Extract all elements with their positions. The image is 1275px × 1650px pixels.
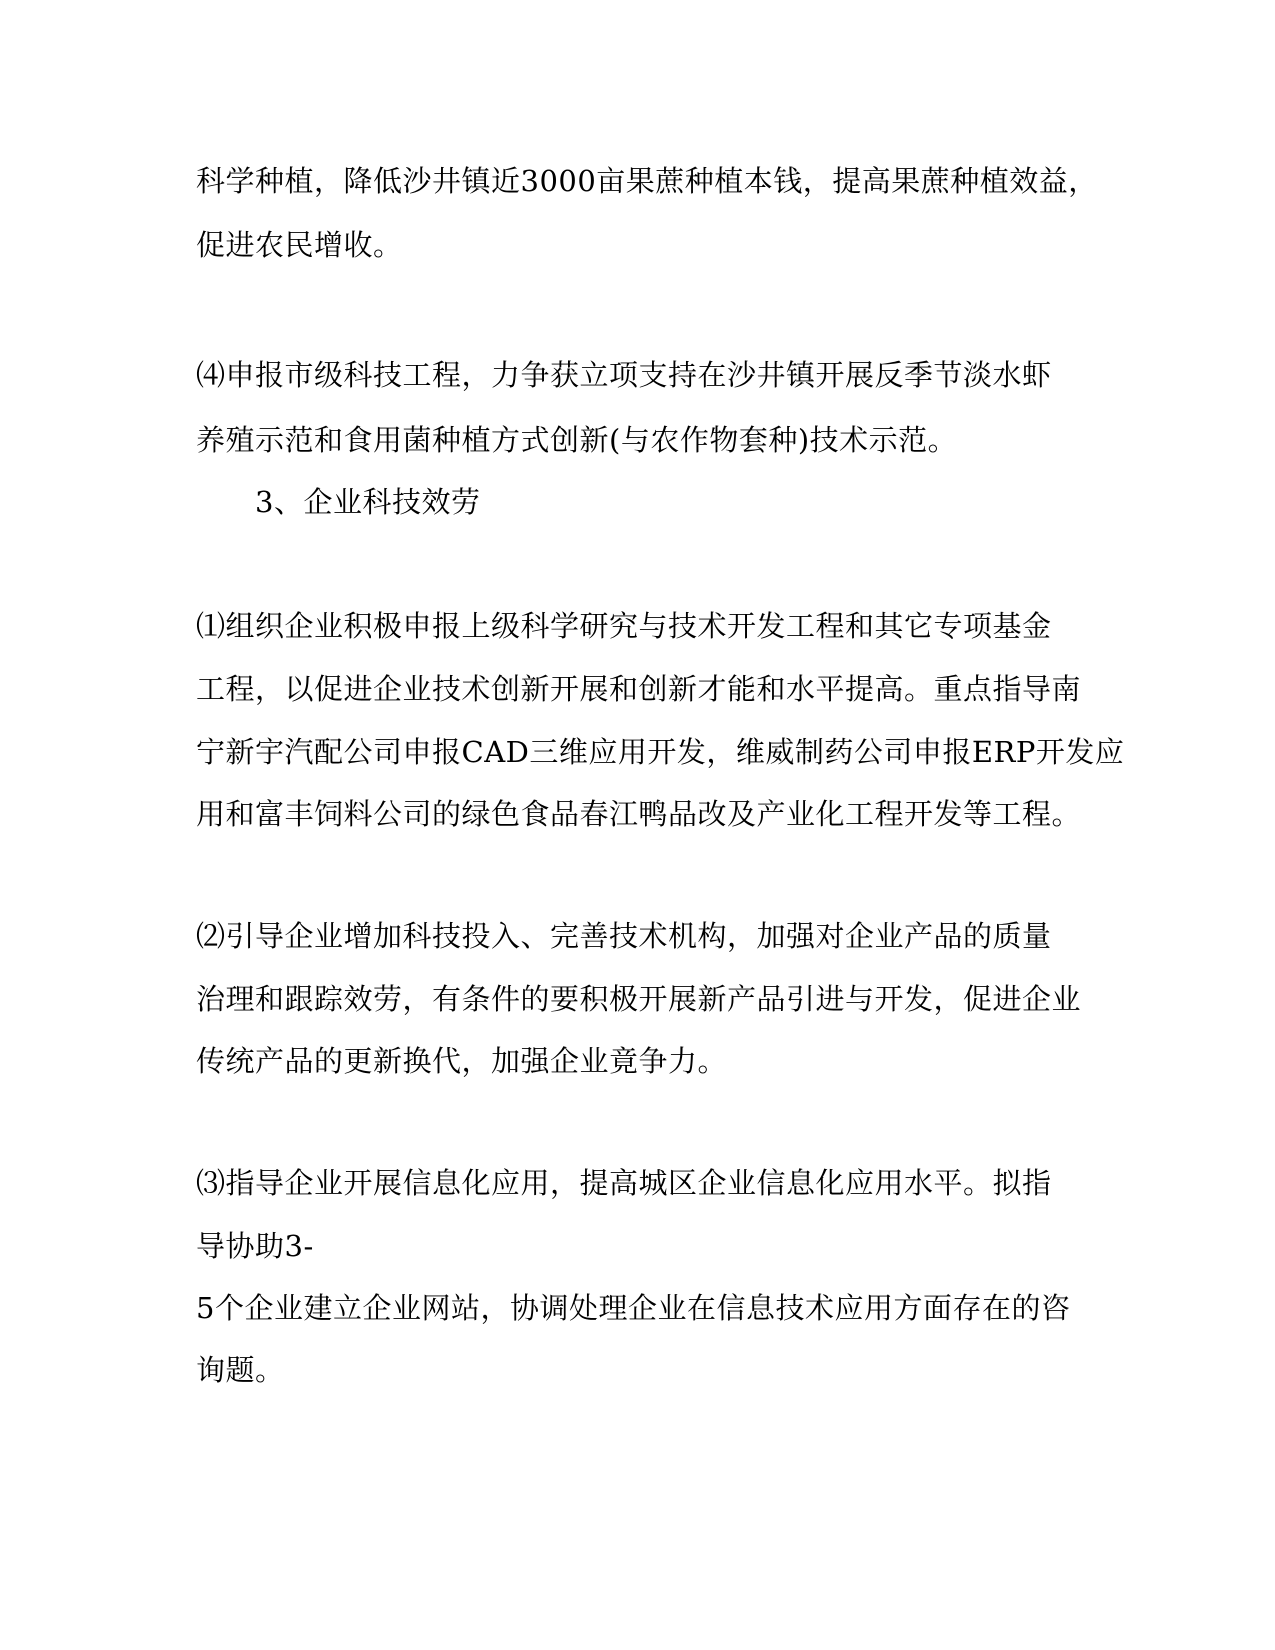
paragraph-line: 用和富丰饲料公司的绿色食品春江鸭品改及产业化工程开发等工程。 [196,797,1082,831]
paragraph-line: 工程，以促进企业技术创新开展和创新才能和水平提高。重点指导南 [196,672,1082,706]
paragraph-line: ⑴组织企业积极申报上级科学研究与技术开发工程和其它专项基金 [196,609,1052,643]
paragraph-line: 传统产品的更新换代，加强企业竟争力。 [196,1044,728,1078]
paragraph-line: ⑷申报市级科技工程，力争获立项支持在沙井镇开展反季节淡水虾 [196,358,1052,392]
paragraph-line: 科学种植，降低沙井镇近3000亩果蔗种植本钱，提高果蔗种植效益， [196,164,1098,198]
paragraph-line: 宁新宇汽配公司申报CAD三维应用开发，维威制药公司申报ERP开发应 [196,735,1125,769]
paragraph-line: ⑵引导企业增加科技投入、完善技术机构，加强对企业产品的质量 [196,919,1052,953]
paragraph-line: 询题。 [196,1353,285,1387]
section-heading: 3、企业科技效劳 [255,485,481,519]
paragraph-line: 养殖示范和食用菌种植方式创新(与农作物套种)技术示范。 [196,423,958,457]
paragraph-line: 促进农民增收。 [196,228,403,262]
paragraph-line: 治理和跟踪效劳，有条件的要积极开展新产品引进与开发，促进企业 [196,982,1082,1016]
paragraph-line: 5个企业建立企业网站，协调处理企业在信息技术应用方面存在的咨 [196,1291,1071,1325]
paragraph-line: ⑶指导企业开展信息化应用，提高城区企业信息化应用水平。拟指 [196,1166,1052,1200]
paragraph-line: 导协助3- [196,1229,314,1263]
